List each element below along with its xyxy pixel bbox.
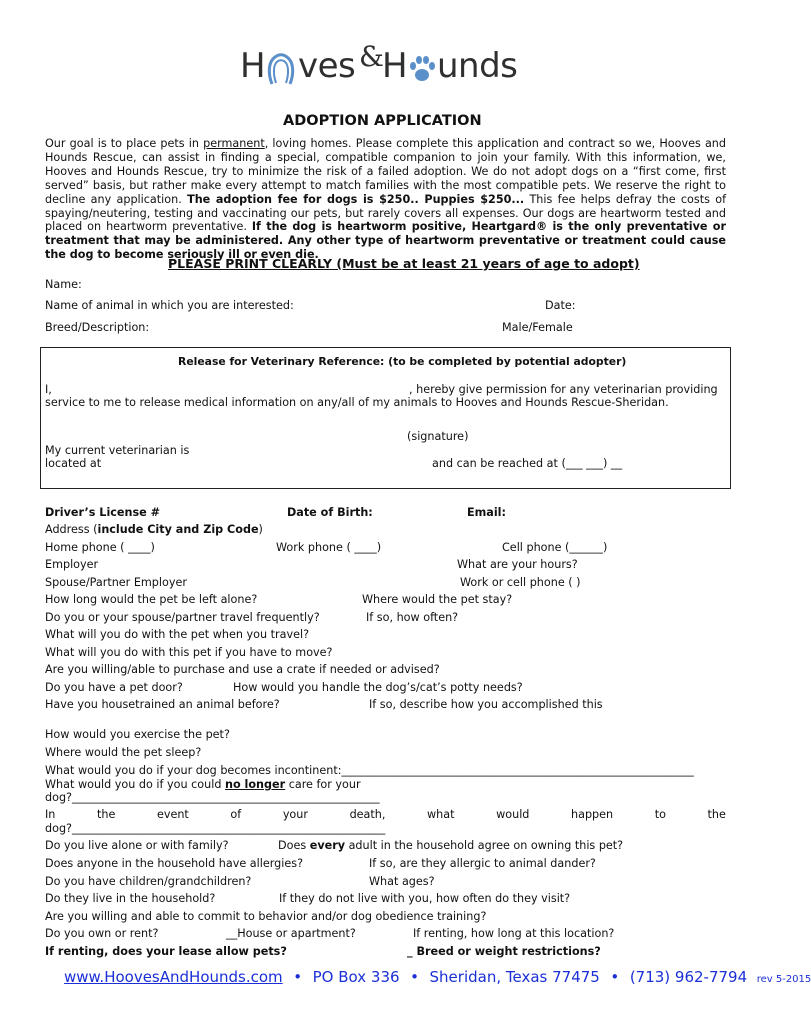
sleep-question: Where would the pet sleep?	[45, 746, 202, 759]
dander-question: If so, are they allergic to animal dander?	[369, 857, 596, 870]
address-label	[45, 523, 263, 536]
move-question: What will you do with this pet if you have to move?	[45, 646, 333, 659]
address-text-c: )	[258, 523, 263, 536]
cell-phone-label: Cell phone (______)	[502, 541, 608, 554]
housetrained-question: Have you housetrained an animal before?	[45, 698, 280, 711]
in-event-word: what	[427, 808, 455, 821]
email-label: Email:	[467, 506, 506, 519]
pet-stay-question: Where would the pet stay?	[362, 593, 513, 606]
no-longer-question	[45, 778, 361, 791]
vet-release-box	[40, 347, 731, 489]
travel-question: Do you or your spouse/partner travel frequently?	[45, 611, 320, 624]
vet-located-label: located at	[45, 457, 102, 470]
ages-question: What ages?	[369, 875, 435, 888]
footer-separator: •	[410, 968, 419, 986]
drivers-license-label: Driver’s License #	[45, 506, 160, 519]
footer	[64, 968, 811, 986]
every-text-c: adult in the household agree on owning this pet?	[345, 839, 624, 852]
logo-word-ves: ves	[298, 46, 356, 86]
describe-question: If so, describe how you accomplished this	[369, 698, 603, 711]
house-apartment-question: __House or apartment?	[226, 927, 356, 940]
no-longer-text-c: care for your	[285, 778, 361, 791]
in-event-question	[45, 808, 726, 821]
every-adult-question	[278, 839, 623, 852]
renting-how-long-question: If renting, how long at this location?	[413, 927, 615, 940]
allergies-question: Does anyone in the household have allergies?	[45, 857, 304, 870]
revision-label: rev 5-2015	[756, 974, 811, 985]
every-text-a: Does	[278, 839, 310, 852]
intro-text-2: , loving homes. Please complete this application and contract so we, Hooves and Hounds Rescue, can assist in finding a special, compatible companion to join your family. With this information, we, Hooves and Hounds Rescue, try to minimize the risk of a failed adoption. We do not adopt dogs on a “first come, first served” basis, but rather make every attempt to match families with the most compatible pets. We reserve the right to decline any application.	[45, 137, 726, 206]
vet-line1-end: , hereby give permission for any veterinarian providing	[409, 383, 718, 396]
vet-line1-start: I,	[45, 383, 52, 396]
live-in-question: Do they live in the household?	[45, 892, 216, 905]
name-field-label: Name:	[45, 278, 82, 291]
footer-separator: •	[610, 968, 620, 986]
in-event-word: the	[707, 808, 726, 821]
in-event-word: In	[45, 808, 56, 821]
in-event-word: your	[282, 808, 308, 821]
footer-po-box: PO Box 336	[312, 968, 400, 986]
employer-label: Employer	[45, 558, 99, 571]
logo-word-unds: unds	[437, 46, 518, 86]
address-text-a: Address (	[45, 523, 98, 536]
visit-question: If they do not live with you, how often do they visit?	[279, 892, 571, 905]
left-alone-question: How long would the pet be left alone?	[45, 593, 258, 606]
pet-door-question: Do you have a pet door?	[45, 681, 183, 694]
work-phone-label: Work phone ( ____)	[276, 541, 382, 554]
in-event-word: of	[230, 808, 242, 821]
vet-current-label: My current veterinarian is	[45, 444, 190, 457]
print-clearly-heading: PLEASE PRINT CLEARLY (Must be at least 21 years of age to adopt)	[168, 256, 640, 271]
in-event-word: the	[96, 808, 116, 821]
restrictions-question: _ Breed or weight restrictions?	[407, 945, 601, 958]
footer-separator: •	[293, 968, 303, 986]
intro-text-1: Our goal is to place pets in	[45, 137, 204, 150]
incontinent-question: What would you do if your dog becomes incontinent:_______________________________________________________________	[45, 764, 694, 777]
logo-letter-h2: H	[382, 46, 408, 86]
how-often-question: If so, how often?	[366, 611, 459, 624]
vet-reached-label: and can be reached at (___ ___) __	[432, 457, 623, 470]
logo-ampersand: &	[359, 40, 384, 73]
intro-fee: The adoption fee for dogs is $250.. Puppies $250...	[187, 192, 525, 206]
in-event-word: death,	[349, 808, 386, 821]
in-event-word: event	[156, 808, 189, 821]
training-question: Are you willing and able to commit to behavior and/or dog obedience training?	[45, 910, 487, 923]
work-cell-label: Work or cell phone ( )	[460, 576, 581, 589]
horseshoe-icon	[266, 52, 296, 88]
intro-paragraph	[45, 137, 726, 262]
footer-city: Sheridan, Texas 77475	[429, 968, 600, 986]
exercise-question: How would you exercise the pet?	[45, 728, 230, 741]
own-rent-question: Do you own or rent?	[45, 927, 159, 940]
intro-heartworm: If the dog is heartworm positive, Heartgard® is the only preventative or treatment that may be administered. Any other type of heartworm preventative or treatment could cause the dog to become seriously ill or even die.	[45, 220, 727, 262]
children-question: Do you have children/grandchildren?	[45, 875, 252, 888]
in-event-word: would	[496, 808, 530, 821]
dog-answer-line-2: dog?________________________________________________________	[45, 822, 386, 835]
website-link[interactable]: www.HoovesAndHounds.com	[64, 968, 283, 986]
intro-text-3: This fee helps defray the costs of spaying/neutering, testing and vaccinating our pets, but rarely covers all expenses. Our dogs are heartworm tested and placed on heartworm preventative.	[45, 192, 727, 234]
logo-letter-h: H	[240, 46, 266, 86]
in-event-word: happen	[571, 808, 614, 821]
footer-phone: (713) 962-7794	[629, 968, 748, 986]
home-phone-label: Home phone ( ____)	[45, 541, 155, 554]
intro-permanent: permanent	[203, 137, 265, 150]
lease-question: If renting, does your lease allow pets?	[45, 945, 287, 958]
paw-print-icon	[408, 54, 436, 84]
address-text-b: include City and Zip Code	[97, 523, 259, 536]
dob-label: Date of Birth:	[287, 506, 373, 519]
dog-answer-line-1: dog?_______________________________________________________	[45, 791, 380, 804]
breed-field-label: Breed/Description:	[45, 321, 150, 334]
no-longer-text-a: What would you do if you could	[45, 778, 225, 791]
spouse-employer-label: Spouse/Partner Employer	[45, 576, 187, 589]
vet-release-heading: Release for Veterinary Reference: (to be completed by potential adopter)	[178, 355, 627, 368]
hours-label: What are your hours?	[457, 558, 578, 571]
animal-field-label: Name of animal in which you are interested:	[45, 299, 294, 312]
page-title: ADOPTION APPLICATION	[283, 113, 482, 129]
every-text-b: every	[309, 839, 346, 852]
vet-line2: service to me to release medical information on any/all of my animals to Hooves and Hounds Rescue-Sheridan.	[45, 396, 669, 409]
date-field-label: Date:	[545, 299, 576, 312]
when-travel-question: What will you do with the pet when you travel?	[45, 628, 310, 641]
potty-question: How would you handle the dog’s/cat’s potty needs?	[233, 681, 523, 694]
no-longer-text-b: no longer	[224, 778, 286, 791]
in-event-word: to	[654, 808, 666, 821]
vet-signature-label: (signature)	[407, 430, 469, 443]
live-alone-question: Do you live alone or with family?	[45, 839, 229, 852]
crate-question: Are you willing/able to purchase and use a crate if needed or advised?	[45, 663, 440, 676]
sex-field-label: Male/Female	[502, 321, 573, 334]
